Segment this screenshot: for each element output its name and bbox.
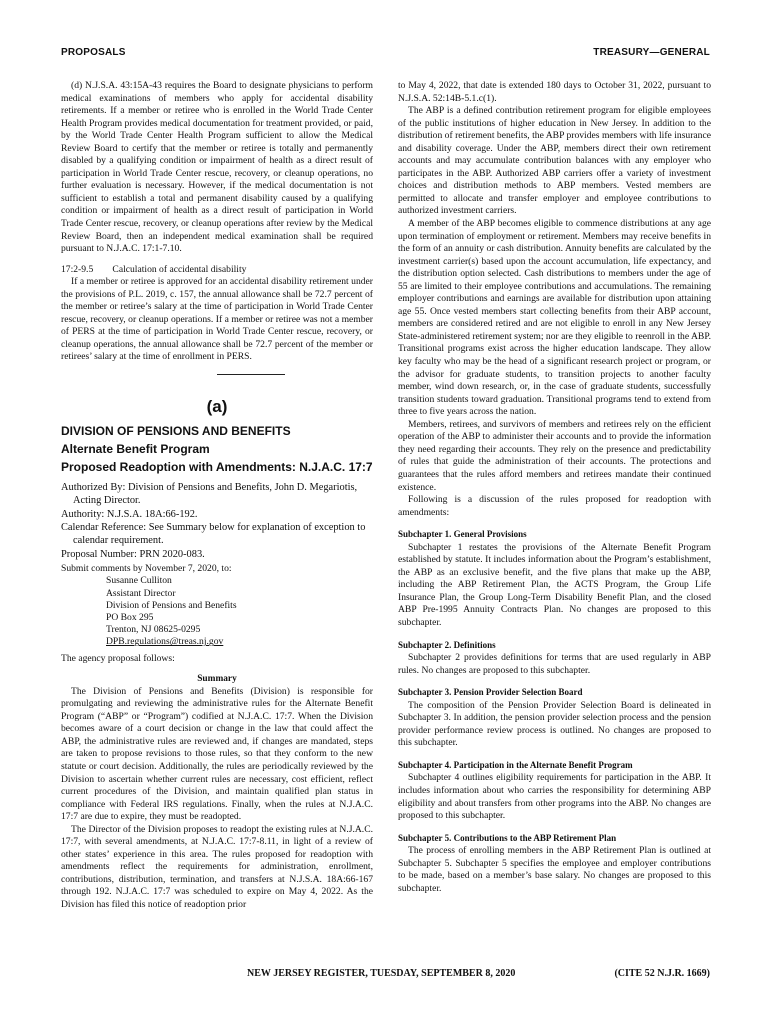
address-line: Trenton, NJ 08625-0295 <box>106 624 201 636</box>
subchapter-heading: Subchapter 5. Contributions to the ABP Retirement Plan <box>398 832 617 843</box>
right-column <box>398 80 711 895</box>
subchapter-heading: Subchapter 3. Pension Provider Selection Board <box>398 687 583 698</box>
running-header-left: PROPOSALS <box>61 47 126 58</box>
subchapter-heading: Subchapter 4. Participation in the Alternate Benefit Program <box>398 759 633 770</box>
address-line: PO Box 295 <box>106 611 154 623</box>
subchapter-heading: Subchapter 1. General Provisions <box>398 529 527 540</box>
paragraph-d: (d) N.J.S.A. 43:15A-43 requires the Board to designate physicians to perform medical examinations of members who apply for accidental disability retirements. If a member or retiree who is enrolled in the World Trade Center Health Program provides medical documentation for treatment provided, or paid, by the World Trade Center Health Program sufficient to allow the Medical Review Board to certify that the member or retiree is totally and permanently disabled by a qualifying condition or impairment of health as a direct result of participation in World Trade Center rescue, recovery, or cleanup operations, no further evaluation is necessary. However, if the medical documentation is not sufficient to establish a total and permanent disability caused by a qualifying condition or impairment of health as a direct result of participation in World Trade Center rescue, recovery, or cleanup operations after review by the Medical Review Board, then an independent medical examination shall be required pursuant to N.J.A.C. 17:1-7.10. <box>61 80 373 255</box>
division-title: DIVISION OF PENSIONS AND BENEFITS <box>61 424 291 439</box>
address-line: Susanne Culliton <box>106 575 172 587</box>
submit-comments: Submit comments by November 7, 2020, to: <box>61 562 232 574</box>
section-text: If a member or retiree is approved for an accidental disability retirement under the provisions of P.L. 2019, c. 157, the annual allowance shall be 72.7 percent of the member or retiree’s salary at the time of participation in World Trade Center rescue, recovery, or cleanup operations. If a member or retiree was not a member of PERS at the time of participation in World Trade Center rescue, recovery, or cleanup operations, the annual allowance shall be 72.7 percent of the member or retirees’ salary at the time of enrollment in PERS. <box>61 276 373 363</box>
subchapter-text: Subchapter 2 provides definitions for terms that are used regularly in ABP rules. No changes are proposed to this subchapter. <box>398 652 711 676</box>
body-paragraph: A member of the ABP becomes eligible to commence distributions at any age upon termination of employment or retirement. Members may receive benefits in the form of an annuity or cash distribution. Annuity benefits are calculated by the investment carrier(s) based upon the account accumulation, life expectancy, and the distribution option selected. Cash distributions to members under the age of 55 are limited to their employee contributions and accumulations. The remaining employer contributions and earnings are available for distribution upon attaining age 55. Once vested members start collecting benefits from their ABP account, members are considered retired and are not eligible to enroll in any New Jersey State-administered retirement system; nor are they eligible to reenroll in the ABP. Transitional programs exist across the higher education landscape. They allow key faculty who may be the head of a significant research project or program, or the advisor for graduate students, to transition projects to another faculty member, wind down research, or, in the case of graduate students, successfully transition students toward graduation. Transitional programs tend to extend from three to five years across the nation. <box>398 218 711 418</box>
proposal-number: Proposal Number: PRN 2020-083. <box>61 548 205 560</box>
address-line: Division of Pensions and Benefits <box>106 599 237 611</box>
authority: Authority: N.J.S.A. 18A:66-192. <box>61 508 198 520</box>
section-heading: 17:2-9.5 Calculation of accidental disability <box>61 263 247 275</box>
footer-register-date: NEW JERSEY REGISTER, TUESDAY, SEPTEMBER 8, 2020 <box>247 968 516 979</box>
summary-heading: Summary <box>197 674 237 685</box>
calendar-reference: Calendar Reference: See Summary below for explanation of exception to calendar requirement. <box>61 521 366 547</box>
address-line: Assistant Director <box>106 587 176 599</box>
agency-letter: (a) <box>206 397 228 417</box>
divider-rule <box>217 374 285 375</box>
footer-citation: (CITE 52 N.J.R. 1669) <box>614 968 710 979</box>
left-column <box>61 80 373 912</box>
proposal-title: Proposed Readoption with Amendments: N.J.A.C. 17:7 <box>61 460 373 475</box>
summary-paragraph: The Director of the Division proposes to readopt the existing rules at N.J.A.C. 17:7, with several amendments, at N.J.A.C. 17:7-8.11, in light of a review of other states’ experience in this area. The rules proposed for readoption with amendments reflect the requirements for administration, enrollment, contributions, distribution, termination, and transfers at N.J.S.A. 18A:66-167 through 192. N.J.A.C. 17:7 was scheduled to expire on May 4, 2022. As the Division has filed this notice of readoption prior <box>61 823 373 910</box>
summary-paragraph: The Division of Pensions and Benefits (Division) is responsible for promulgating and reviewing the administrative rules for the Alternate Benefit Program (“ABP” or “Program”) codified at N.J.A.C. 17:7. When the Division becomes aware of a court decision or change in the law that could affect the ABP, the administrative rules are reviewed and, if changes are mandated, steps are taken to propose revisions to those rules, so that they conform to the new statute or court decision. Additionally, the rules are periodically reviewed by the Division to ascertain whether current rules are necessary, cost efficient, reflect current procedures of the Division, and maintain qualified plan status in compliance with Federal IRS regulations. Finally, when the rules at N.J.A.C. 17:7 are due to expire, they must be readopted. <box>61 685 373 823</box>
body-paragraph: Members, retirees, and survivors of members and retirees rely on the efficient operation of the ABP to administer their accounts and to provide the information they need regarding their accounts. They rely on the presence and predictability of rules that guide the administration of their accounts. The protections and guarantees that the rules afford members and retirees mandate their continued existence. <box>398 418 711 493</box>
continued-paragraph: to May 4, 2022, that date is extended 180 days to October 31, 2022, pursuant to N.J.S.A. 52:14B-5.1.c(1). <box>398 80 711 104</box>
program-title: Alternate Benefit Program <box>61 442 210 457</box>
subchapter-text: The process of enrolling members in the ABP Retirement Plan is outlined at Subchapter 5. Subchapter 5 specifies the employee and employer contributions to be made, based on a member’s base salary. No changes are proposed to this subchapter. <box>398 845 711 894</box>
running-header-right: TREASURY—GENERAL <box>593 47 710 58</box>
subchapter-text: Subchapter 1 restates the provisions of the Alternate Benefit Program established by statute. It includes information about the Program’s establishment, the ABP as an exclusive benefit, and the five plans that make up the ABP, including the ABP Retirement Plan, the ACTS Program, the Group Life Insurance Plan, the Group Long-Term Disability Benefit Plan, and the closed ABP Pre-1995 Annuity Contracts Plan. No changes are proposed to this subchapter. <box>398 541 711 628</box>
mailing-address <box>61 575 373 648</box>
email-link[interactable]: DPB.regulations@treas.nj.gov <box>106 636 224 648</box>
subchapter-text: Subchapter 4 outlines eligibility requirements for participation in the ABP. It includes information about who carries the responsibility for determining ABP eligibility and about transfers from other programs into the ABP. No changes are proposed to this subchapter. <box>398 772 711 822</box>
subchapter-heading: Subchapter 2. Definitions <box>398 639 496 650</box>
agency-proposal-follows: The agency proposal follows: <box>61 652 175 664</box>
body-paragraph: Following is a discussion of the rules proposed for readoption with amendments: <box>398 494 711 518</box>
authorized-by: Authorized By: Division of Pensions and Benefits, John D. Megariotis, Acting Director. <box>61 482 358 507</box>
body-paragraph: The ABP is a defined contribution retirement program for eligible employees of the public institutions of higher education in New Jersey. In addition to the distribution of retirement benefits, the ABP provides members with life insurance and disability coverage. Under the ABP, members direct their own retirement accounts and may accumulate contribution balances with any employer who participates in the ABP. Authorized ABP carriers offer a variety of investment choices and distribution methods to ABP members. Vested members are permitted to allocate and transfer employer and employee contributions to authorized investment carriers. <box>398 105 711 217</box>
subchapter-text: The composition of the Pension Provider Selection Board is delineated in Subchapter 3. In addition, the pension provider selection process and the pension provider performance review process is outlined. No changes are proposed to this subchapter. <box>398 699 711 749</box>
